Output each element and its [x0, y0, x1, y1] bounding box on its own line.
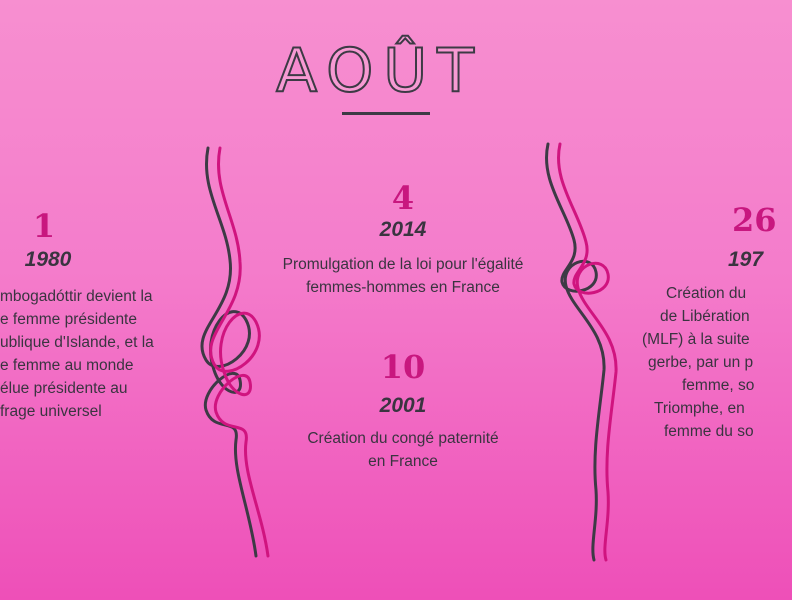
title-underline	[342, 112, 430, 115]
left-ribbon-pink-strand	[211, 148, 268, 556]
desc-line: élue présidente au	[0, 380, 128, 397]
right-ribbon	[546, 144, 616, 560]
desc-line: Triomphe, en	[654, 400, 745, 417]
event-year: 1980	[24, 248, 72, 271]
desc-line: femme, so	[682, 377, 755, 394]
desc-line: femme du so	[664, 423, 754, 440]
event-description	[628, 282, 788, 443]
desc-line: (MLF) à la suite	[642, 331, 750, 348]
event-day: 10	[380, 348, 426, 386]
event-day: 4	[391, 179, 415, 217]
event-day: 1	[32, 207, 56, 245]
event-description	[263, 427, 543, 473]
desc-line: de Libération	[660, 308, 750, 325]
desc-line: ublique d'Islande, et la	[0, 334, 154, 351]
desc-line: Création du	[666, 285, 747, 302]
desc-line: Création du congé paternité	[307, 430, 499, 447]
right-ribbon-pink-strand	[558, 144, 616, 560]
event-year: 2001	[379, 394, 427, 417]
event-year: 2014	[379, 218, 427, 241]
event-description	[253, 253, 553, 299]
desc-line: e femme au monde	[0, 357, 134, 374]
desc-line: Promulgation de la loi pour l'égalité	[282, 256, 524, 273]
event-description	[0, 285, 180, 423]
desc-line: mbogadóttir devient la	[0, 288, 153, 305]
event-day: 26	[732, 201, 777, 239]
desc-line: gerbe, par un p	[648, 354, 754, 371]
desc-line: e femme présidente	[0, 311, 137, 328]
desc-line: femmes-hommes en France	[306, 279, 500, 296]
event-year: 197	[728, 248, 764, 271]
desc-line: en France	[368, 453, 438, 470]
left-ribbon	[202, 148, 268, 556]
desc-line: frage universel	[0, 403, 102, 420]
right-ribbon-dark-strand	[546, 144, 604, 560]
month-title: AOÛT	[276, 36, 484, 106]
